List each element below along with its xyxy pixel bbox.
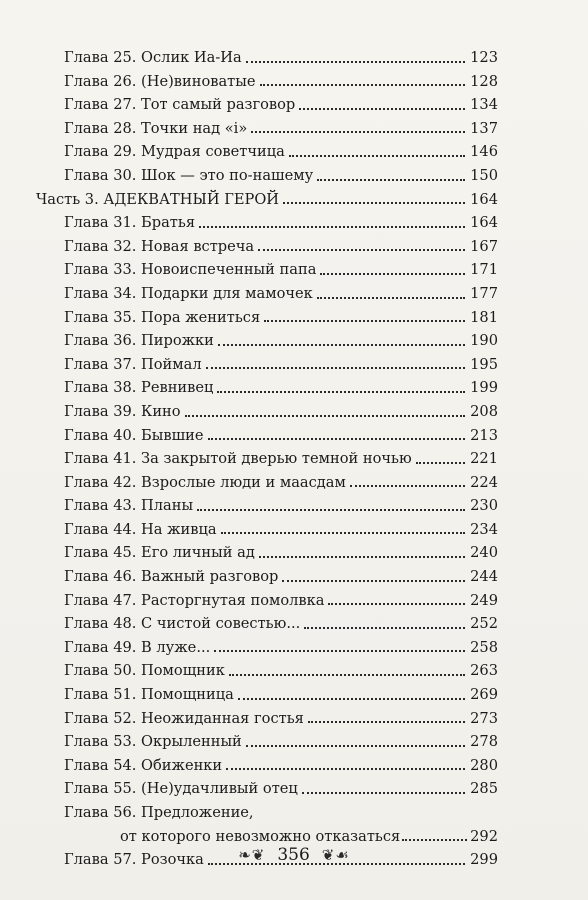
toc-chapter-entry [36,306,498,330]
toc-entry-label: Глава 49. В луже... [64,638,211,656]
toc-entry-page: 244 [470,568,498,586]
toc-chapter-entry [36,612,498,636]
toc-chapter-entry [36,447,498,471]
dot-leader [218,344,465,346]
dot-leader [208,438,466,440]
toc-chapter-entry [36,70,498,94]
toc-entry-label: Глава 51. Помощница [64,686,234,704]
toc-chapter-entry [36,589,498,613]
toc-chapter-entry [36,541,498,565]
toc-entry-label: Глава 50. Помощник [64,662,225,680]
toc-entry-label: Глава 26. (Не)виноватые [64,72,256,90]
toc-entry-page: 167 [470,237,498,255]
toc-chapter-entry [36,754,498,778]
toc-entry-page: 213 [470,426,498,444]
toc-entry-label: Глава 45. Его личный ад [64,544,255,562]
toc-entry-label: Глава 43. Планы [64,497,194,515]
toc-entry-label: Глава 46. Важный разговор [64,568,279,586]
toc-chapter-entry [36,707,498,731]
dot-leader [251,131,465,133]
toc-entry-label: Глава 55. (Не)удачливый отец [64,780,298,798]
dot-leader [328,603,465,605]
dot-leader [308,721,465,723]
toc-chapter-entry [36,46,498,70]
dot-leader [350,485,465,487]
dot-leader [402,839,467,841]
dot-leader [264,320,465,322]
toc-entry-label: Глава 37. Поймал [64,355,202,373]
page-number: 356 [277,845,310,865]
toc-entry-label: Глава 33. Новоиспеченный папа [64,261,317,279]
dot-leader [320,273,465,275]
toc-chapter-entry [36,93,498,117]
toc-entry-label: Глава 38. Ревнивец [64,379,214,397]
dot-leader [217,391,465,393]
toc-entry-page: 280 [470,756,498,774]
toc-entry-page: 285 [470,780,498,798]
dot-leader [246,745,465,747]
toc-chapter-entry [36,329,498,353]
toc-entry-page: 146 [470,143,498,161]
dot-leader [206,367,466,369]
dot-leader [416,462,465,464]
toc-chapter-entry [36,282,498,306]
page-footer [0,845,588,865]
toc-chapter-entry [36,211,498,235]
toc-entry-page: 150 [470,166,498,184]
toc-entry-page: 123 [470,49,498,66]
toc-entry-page: 230 [470,497,498,515]
toc-chapter-entry [36,730,498,754]
dot-leader [283,202,465,204]
toc-entry-label: Глава 41. За закрытой дверью темной ночью [64,450,412,468]
toc-chapter-entry [36,235,498,259]
toc-chapter-entry [36,424,498,448]
dot-leader [185,415,466,417]
toc-entry-label: Глава 32. Новая встреча [64,237,255,255]
toc-entry-page: 292 [470,827,498,845]
dot-leader [238,698,465,700]
toc-entry-page: 177 [470,284,498,302]
toc-entry-page: 269 [470,686,498,704]
toc-entry-page: 181 [470,308,498,326]
toc-entry-page: 134 [470,96,498,114]
dot-leader [282,580,465,582]
toc-part-entry [36,188,498,212]
toc-entry-page: 221 [470,450,498,468]
toc-entry-page: 164 [470,214,498,232]
toc-chapter-entry [36,659,498,683]
toc-chapter-entry [36,400,498,424]
toc-entry-page: 273 [470,709,498,727]
toc-entry-label: Глава 42. Взрослые люди и маасдам [64,473,346,491]
toc-entry-page: 199 [470,379,498,397]
toc-entry-label: Глава 35. Пора жениться [64,308,261,326]
toc-entry-label: Глава 39. Кино [64,402,181,420]
toc-chapter-entry [36,140,498,164]
dot-leader [226,768,465,770]
dot-leader [260,84,466,86]
toc-entry-page: 190 [470,332,498,350]
toc-entry-page: 240 [470,544,498,562]
toc-entry-page: 278 [470,733,498,751]
dot-leader [304,627,465,629]
toc-entry-label: Глава 53. Окрыленный [64,733,242,751]
toc-entry-label: Глава 47. Расторгнутая помолвка [64,591,325,609]
toc-entry-page: 258 [470,638,498,656]
toc-entry-page: 128 [470,72,498,90]
ornament-left-icon: ❧❦ [238,846,266,864]
toc-entry-page: 195 [470,355,498,373]
ornament-right-icon: ❦☙ [321,846,350,864]
toc-entry-page: 208 [470,402,498,420]
toc-entry-label: Часть 3. АДЕКВАТНЫЙ ГЕРОЙ [36,190,280,208]
toc-entry-page: 252 [470,615,498,633]
toc-chapter-entry [36,494,498,518]
dot-leader [214,650,465,652]
toc-entry-page: 299 [470,851,498,869]
toc-entry-page: 224 [470,473,498,491]
toc-entry-label: Глава 48. С чистой совестью... [64,615,301,633]
toc-chapter-entry [36,471,498,495]
toc-chapter-entry [36,683,498,707]
dot-leader [229,674,465,676]
toc-entry-label: Глава 30. Шок — это по-нашему [64,166,314,184]
toc-entry-label: Глава 56. Предложение, [64,804,254,821]
dot-leader [246,61,465,63]
toc-entry-label: Глава 57. Розочка [64,851,204,869]
toc-entry-label: Глава 52. Неожиданная гостья [64,709,304,727]
toc-chapter-entry [36,376,498,400]
toc-entry-page: 263 [470,662,498,680]
toc-entry-label: Глава 54. Обиженки [64,756,223,774]
toc-entry-page: 234 [470,520,498,538]
toc-chapter-entry [36,353,498,377]
toc-chapter-entry [36,777,498,801]
toc-entry-page: 137 [470,119,498,137]
toc-entry-page: 249 [470,591,498,609]
toc-entry-label: Глава 27. Тот самый разговор [64,96,296,114]
toc-chapter-entry [36,565,498,589]
dot-leader [299,108,465,110]
toc-entry-label: Глава 25. Ослик Иа-Иа [64,49,242,66]
toc-entry-label: Глава 31. Братья [64,214,196,232]
toc-entry-page: 171 [470,261,498,279]
toc-chapter-entry [36,636,498,660]
toc-entry-label: Глава 40. Бывшие [64,426,204,444]
toc-chapter-entry-multiline [36,801,498,848]
dot-leader [302,792,465,794]
dot-leader [289,155,465,157]
dot-leader [258,249,465,251]
dot-leader [317,297,465,299]
toc-entry-label: Глава 34. Подарки для мамочек [64,284,313,302]
toc-entry-page: 164 [470,190,498,208]
toc-chapter-entry [36,164,498,188]
toc-entry-label: Глава 36. Пирожки [64,332,214,350]
toc-chapter-entry [36,258,498,282]
toc-entry-label: Глава 44. На живца [64,520,217,538]
toc-entry-label: Глава 28. Точки над «i» [64,119,248,137]
table-of-contents [36,46,498,872]
toc-chapter-entry [36,117,498,141]
dot-leader [259,556,465,558]
dot-leader [197,509,465,511]
dot-leader [317,179,465,181]
toc-entry-label-line2: от которого невозможно отказаться [120,827,401,845]
toc-entry-label: Глава 29. Мудрая советчица [64,143,285,161]
dot-leader [199,226,465,228]
dot-leader [221,532,466,534]
toc-chapter-entry [36,518,498,542]
